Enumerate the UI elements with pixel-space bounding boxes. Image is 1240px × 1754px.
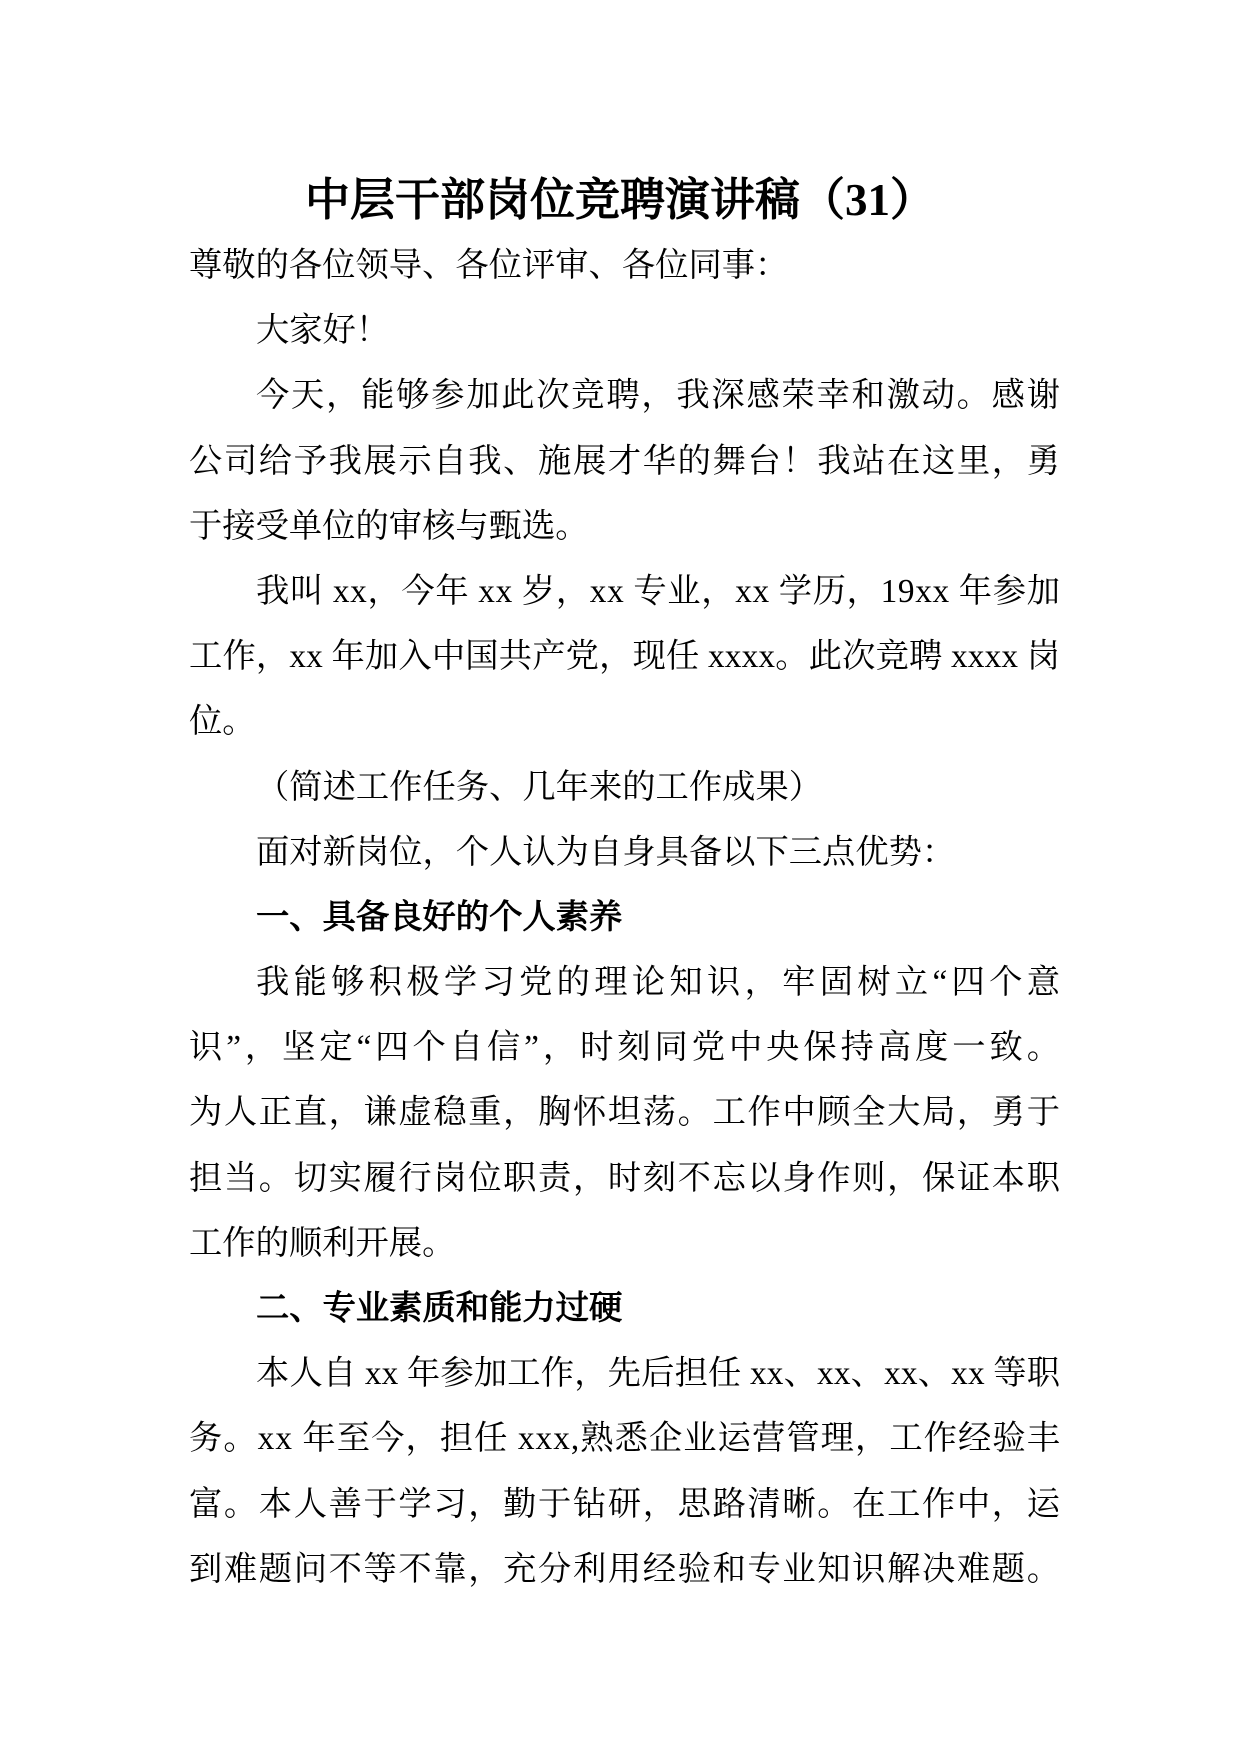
section-line: 本人自 xx 年参加工作，先后担任 xx、xx、xx、xx 等职 — [256, 1355, 1061, 1393]
gratitude-line: 于接受单位的审核与甄选。 — [189, 507, 589, 545]
section-line: 到难题问不等不靠，充分利用经验和专业知识解决难题。 — [189, 1550, 1062, 1588]
section-line: 务。xx 年至今，担任 xxx,熟悉企业运营管理，工作经验丰 — [189, 1420, 1062, 1458]
gratitude-line: 公司给予我展示自我、施展才华的舞台！我站在这里，勇 — [189, 442, 1062, 480]
advantages-intro: 面对新岗位，个人认为自身具备以下三点优势： — [256, 833, 956, 871]
introduction-line: 位。 — [189, 703, 256, 741]
section-line: 我能够积极学习党的理论知识，牢固树立“四个意 — [256, 964, 1065, 1002]
section-line: 担当。切实履行岗位职责，时刻不忘以身作则，保证本职 — [189, 1159, 1062, 1197]
greeting: 大家好！ — [256, 312, 390, 350]
section-line: 识”，坚定“四个自信”，时刻同党中央保持高度一致。 — [189, 1029, 1064, 1067]
document-body — [189, 233, 1065, 1602]
salutation: 尊敬的各位领导、各位评审、各位同事： — [189, 247, 789, 284]
section-heading: 二、专业素质和能力过硬 — [256, 1290, 623, 1327]
section-line: 为人正直，谦虚稳重，胸怀坦荡。工作中顾全大局，勇于 — [189, 1094, 1062, 1132]
section-heading: 一、具备良好的个人素养 — [256, 898, 623, 936]
work-summary-note: （简述工作任务、几年来的工作成果） — [256, 768, 823, 806]
introduction-line: 我叫 xx，今年 xx 岁，xx 专业，xx 学历，19xx 年参加 — [256, 572, 1061, 610]
section-line: 富。本人善于学习，勤于钻研，思路清晰。在工作中，运 — [189, 1485, 1062, 1523]
document-title: 中层干部岗位竞聘演讲稿（31） — [304, 175, 935, 225]
introduction-line: 工作，xx 年加入中国共产党，现任 xxxx。此次竞聘 xxxx 岗 — [189, 638, 1061, 676]
gratitude-line: 今天，能够参加此次竞聘，我深感荣幸和激动。感谢 — [256, 377, 1062, 415]
section-line: 工作的顺利开展。 — [189, 1224, 456, 1262]
